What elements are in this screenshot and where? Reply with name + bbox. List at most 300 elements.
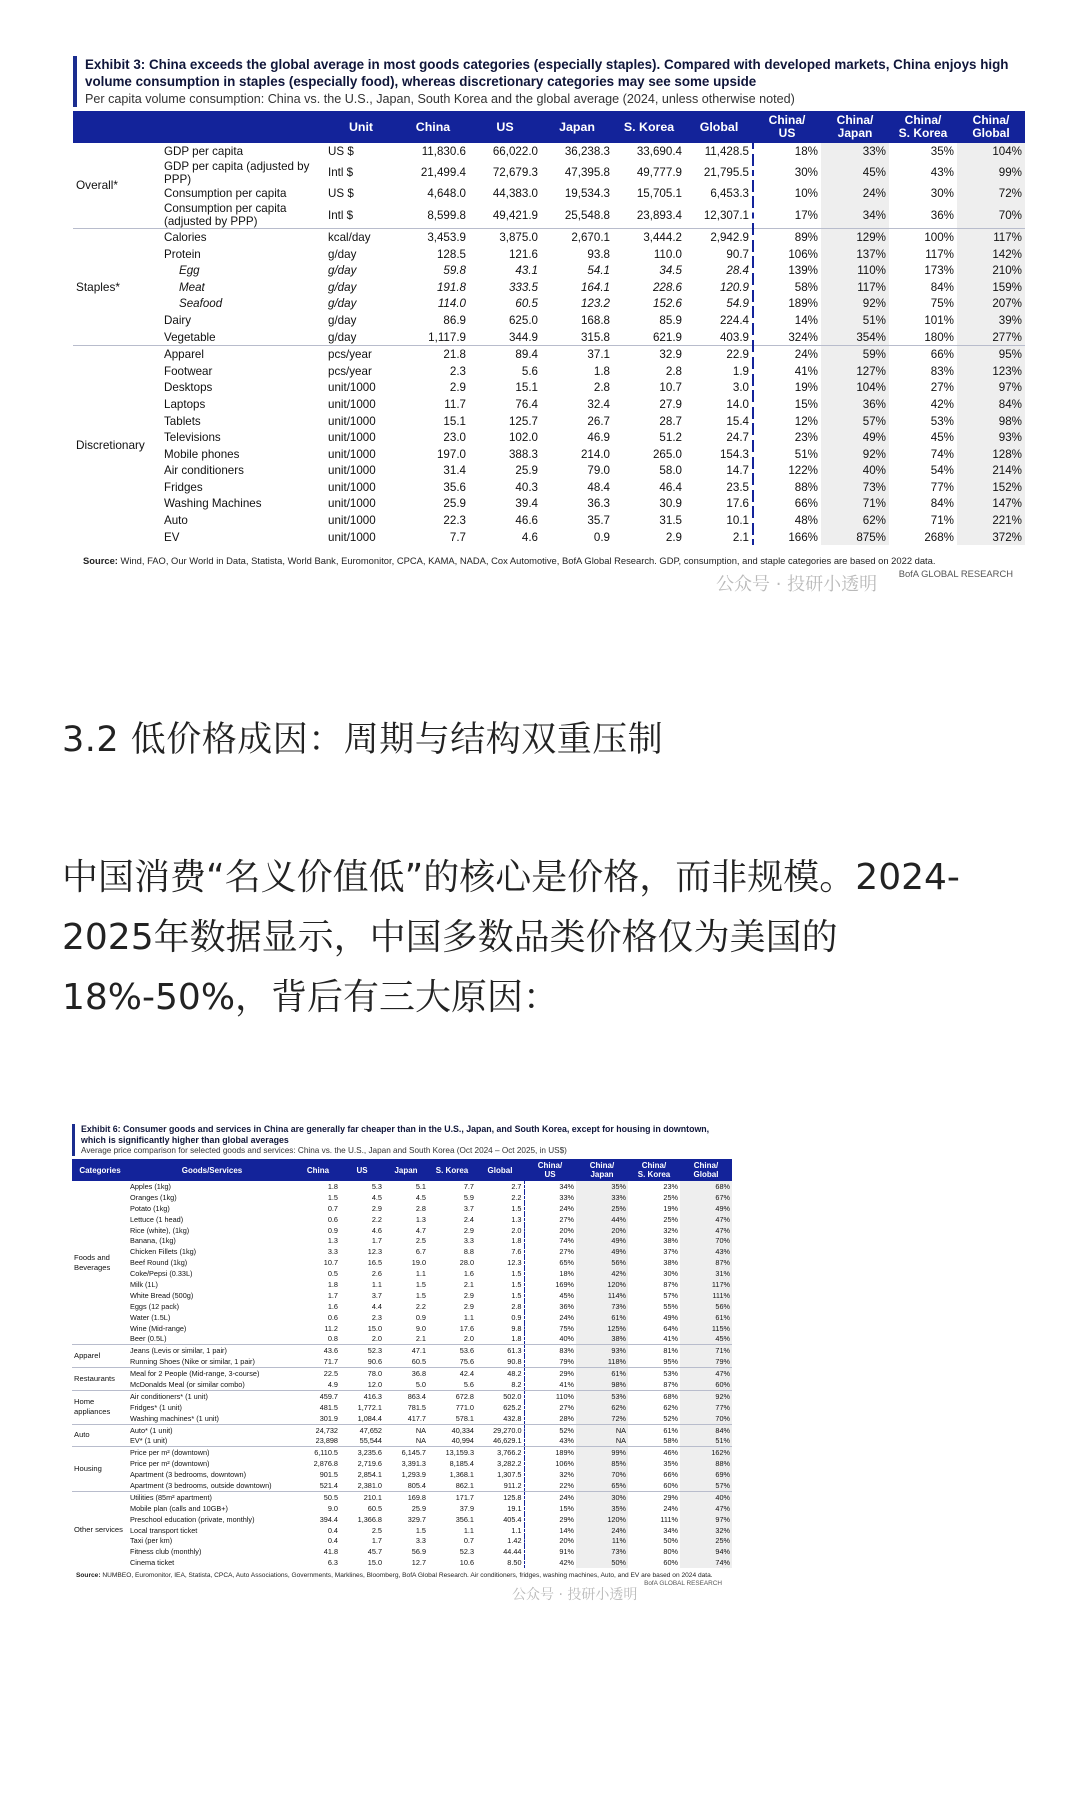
value-cell: 3,875.0 — [469, 229, 541, 246]
ratio-cell: NA — [576, 1424, 628, 1435]
ratio-cell: 36% — [930, 208, 954, 222]
item-label: Meat — [179, 280, 205, 294]
unit-cell: US $ — [328, 187, 354, 201]
value-cell: 1.9 — [685, 363, 753, 380]
ratio-cell: 57% — [663, 1290, 678, 1300]
item-label: Coke/Pepsi (0.33L) — [130, 1269, 193, 1279]
value-cell: 26.7 — [587, 414, 610, 428]
value-cell: 71.7 — [323, 1357, 338, 1367]
value-cell: 46.6 — [515, 514, 538, 528]
value-cell: 21,795.5 — [685, 160, 753, 186]
value-cell: 125.8 — [476, 1491, 524, 1502]
value-cell: 2.9 — [463, 1225, 474, 1235]
ratio-cell: 71% — [680, 1345, 732, 1356]
ratio-cell: 74% — [930, 447, 954, 461]
ratio-cell: 25% — [576, 1203, 628, 1214]
item-label: Utilities (85m² apartment) — [128, 1491, 296, 1502]
value-cell: 31.4 — [443, 464, 466, 478]
table-row — [73, 296, 1025, 313]
ratio-cell: 68% — [680, 1181, 732, 1192]
ratio-cell: 35% — [663, 1459, 678, 1469]
ratio-cell: 91% — [559, 1547, 574, 1557]
watermark: 公众号 · 投研小透明 — [512, 1587, 638, 1603]
table-row — [72, 1368, 732, 1379]
value-cell: 2.2 — [476, 1192, 524, 1203]
ratio-cell: 68% — [628, 1390, 680, 1401]
ratio-cell: 60% — [663, 1558, 678, 1568]
value-cell: 2.2 — [371, 1214, 382, 1224]
value-cell: 8,185.4 — [449, 1459, 474, 1469]
value-cell: 5.6 — [521, 364, 538, 378]
item-label: Potato (1kg) — [130, 1203, 170, 1213]
item-label: Taxi (per km) — [130, 1536, 173, 1546]
value-cell: 3,282.2 — [476, 1458, 524, 1469]
ratio-cell: 42% — [576, 1268, 628, 1279]
column-header: China/ Global — [680, 1159, 732, 1181]
unit-cell: unit/1000 — [328, 447, 376, 461]
column-header: China/ Japan — [576, 1159, 628, 1181]
exhibit-3-header — [73, 56, 1033, 107]
value-cell: 0.9 — [415, 1312, 426, 1322]
ratio-cell: 51% — [794, 447, 818, 461]
value-cell: 33,690.4 — [636, 144, 682, 158]
exhibit-3-title: Exhibit 3: China exceeds the global average in most goods categories (especially staples). Compared with developed markets, China enjoys high volume consumption in staples (especially food), whereas discretionary categories may see some upside — [85, 57, 1009, 89]
value-cell: 10.1 — [685, 512, 753, 529]
value-cell: 22.5 — [296, 1368, 340, 1379]
value-cell: 3.3 — [415, 1536, 426, 1546]
item-label: EV* (1 unit) — [130, 1436, 168, 1446]
value-cell: 0.7 — [463, 1536, 474, 1546]
value-cell: 25.9 — [515, 464, 538, 478]
ratio-cell: 100% — [889, 229, 957, 246]
ratio-cell: 83% — [524, 1345, 576, 1356]
table-row — [72, 1525, 732, 1536]
value-cell: 315.8 — [580, 330, 610, 344]
ratio-cell: 60% — [663, 1480, 678, 1490]
ratio-cell: 29% — [524, 1368, 576, 1379]
column-header: China — [296, 1159, 340, 1181]
value-cell: 2.7 — [476, 1181, 524, 1192]
value-cell: 1.3 — [415, 1214, 426, 1224]
value-cell: 5.9 — [463, 1192, 474, 1202]
ratio-cell: 74% — [680, 1557, 732, 1568]
item-label: Banana, (1kg) — [130, 1236, 176, 1246]
ratio-cell: 20% — [559, 1225, 574, 1235]
column-header: China — [397, 111, 469, 143]
ratio-cell: 87% — [680, 1257, 732, 1268]
ratio-cell: 75% — [559, 1323, 574, 1333]
value-cell: 417.7 — [407, 1413, 426, 1423]
category-label: Housing — [72, 1447, 128, 1492]
value-cell: 4.9 — [327, 1379, 338, 1389]
ratio-cell: 27% — [559, 1402, 574, 1412]
ratio-cell: 87% — [663, 1279, 678, 1289]
item-label: Mobile plan (calls and 10GB+) — [130, 1503, 228, 1513]
ratio-cell: 34% — [663, 1525, 678, 1535]
value-cell: 11,830.6 — [421, 144, 466, 158]
exhibit-3-bofa-credit: BofA GLOBAL RESEARCH — [898, 568, 1013, 580]
value-cell: 1.5 — [415, 1525, 426, 1535]
group-label: Staples* — [73, 229, 161, 346]
value-cell: 14.7 — [685, 463, 753, 480]
ratio-cell: 47% — [680, 1368, 732, 1379]
value-cell: 1,084.4 — [357, 1413, 382, 1423]
value-cell: 0.5 — [327, 1269, 338, 1279]
ratio-cell: 84% — [930, 280, 954, 294]
value-cell: 6.7 — [415, 1247, 426, 1257]
value-cell: 228.6 — [652, 280, 682, 294]
value-cell: 333.5 — [508, 280, 538, 294]
value-cell: 2.5 — [371, 1525, 382, 1535]
value-cell: 2.5 — [415, 1236, 426, 1246]
value-cell: 49,421.9 — [492, 208, 538, 222]
ratio-cell: 24% — [663, 1503, 678, 1513]
exhibit-6-title: Exhibit 6: Consumer goods and services in China are generally far cheaper than in the U.S., Japan, and South Korea, except for housing in downtown, which is significantly higher than global averages — [81, 1124, 710, 1145]
ratio-cell: 88% — [680, 1458, 732, 1469]
ratio-cell: 97% — [680, 1514, 732, 1525]
table-row — [72, 1312, 732, 1323]
column-header — [161, 111, 325, 143]
value-cell: 32.9 — [613, 346, 685, 363]
ratio-cell: 35% — [576, 1503, 628, 1514]
value-cell: 2,670.1 — [541, 229, 613, 246]
unit-cell: g/day — [328, 247, 357, 261]
ratio-cell: 70% — [576, 1469, 628, 1480]
value-cell: 17.6 — [685, 496, 753, 513]
ratio-cell: 25% — [663, 1192, 678, 1202]
ratio-cell: 22% — [559, 1480, 574, 1490]
ratio-cell: 324% — [788, 330, 818, 344]
table-row — [72, 1268, 732, 1279]
ratio-cell: 166% — [788, 530, 818, 544]
value-cell: 621.9 — [652, 330, 682, 344]
table-row — [72, 1257, 732, 1268]
item-label: Washing Machines — [164, 497, 262, 511]
item-label: Televisions — [164, 431, 221, 445]
table-row — [73, 186, 1025, 203]
value-cell: 224.4 — [685, 312, 753, 329]
ratio-cell: 30% — [576, 1491, 628, 1502]
column-header: Goods/Services — [128, 1159, 296, 1181]
value-cell: 60.5 — [367, 1503, 382, 1513]
ratio-cell: 34% — [821, 202, 889, 229]
ratio-cell: 18% — [559, 1269, 574, 1279]
ratio-cell: 104% — [957, 143, 1025, 160]
ratio-cell: 24% — [559, 1203, 574, 1213]
value-cell: 0.9 — [327, 1225, 338, 1235]
column-header: China/ US — [753, 111, 821, 143]
value-cell: 1.1 — [463, 1312, 474, 1322]
unit-cell: g/day — [328, 313, 357, 327]
value-cell: 2.1 — [415, 1334, 426, 1344]
table-row — [72, 1447, 732, 1458]
value-cell: 405.4 — [476, 1514, 524, 1525]
ratio-cell: 142% — [957, 246, 1025, 263]
ratio-cell: 152% — [957, 479, 1025, 496]
value-cell: 781.5 — [407, 1402, 426, 1412]
category-label: Other services — [72, 1491, 128, 1568]
value-cell: 28.7 — [659, 414, 682, 428]
ratio-cell: 49% — [821, 429, 889, 446]
item-label: Footwear — [164, 364, 213, 378]
table-row — [72, 1503, 732, 1514]
ratio-cell: 64% — [663, 1323, 678, 1333]
ratio-cell: 51% — [680, 1435, 732, 1446]
ratio-cell: 20% — [559, 1536, 574, 1546]
value-cell: 102.0 — [508, 431, 538, 445]
value-cell: 85.9 — [659, 313, 682, 327]
table-row — [72, 1290, 732, 1301]
unit-cell: Intl $ — [328, 166, 354, 180]
ratio-cell: 189% — [524, 1447, 576, 1458]
value-cell: 2.9 — [371, 1203, 382, 1213]
unit-cell: g/day — [328, 297, 357, 311]
value-cell: 55,544 — [359, 1436, 382, 1446]
value-cell: 1.8 — [476, 1235, 524, 1246]
ratio-cell: 39% — [957, 312, 1025, 329]
value-cell: 4,648.0 — [427, 187, 466, 201]
value-cell: 15.1 — [515, 381, 538, 395]
ratio-cell: 28% — [559, 1413, 574, 1423]
ratio-cell: 30% — [930, 187, 954, 201]
ratio-cell: 72% — [576, 1413, 628, 1424]
item-label: Water (1.5L) — [130, 1312, 171, 1322]
value-cell: 7.7 — [463, 1181, 474, 1191]
ratio-cell: 122% — [788, 464, 818, 478]
item-label: Wine (Mid-range) — [130, 1323, 187, 1333]
value-cell: 2.8 — [476, 1301, 524, 1312]
table-row — [72, 1192, 732, 1203]
value-cell: 164.1 — [580, 280, 610, 294]
ratio-cell: 32% — [680, 1525, 732, 1536]
item-label: Dairy — [164, 313, 192, 327]
ratio-cell: 33% — [576, 1192, 628, 1203]
value-cell: 8.8 — [463, 1247, 474, 1257]
ratio-cell: 12% — [794, 414, 818, 428]
column-header — [73, 111, 161, 143]
value-cell: 1.3 — [327, 1236, 338, 1246]
item-label: GDP per capita — [164, 144, 244, 158]
ratio-cell: 98% — [576, 1379, 628, 1390]
item-label: Calories — [161, 229, 325, 246]
value-cell: 28.0 — [459, 1258, 474, 1268]
ratio-cell: 11% — [576, 1536, 628, 1547]
table-row — [72, 1379, 732, 1390]
ratio-cell: 49% — [576, 1246, 628, 1257]
value-cell: 58.0 — [659, 464, 682, 478]
value-cell: 4.6 — [521, 530, 538, 544]
ratio-cell: 120% — [576, 1514, 628, 1525]
value-cell: 11.7 — [444, 397, 466, 411]
value-cell: 110.0 — [653, 247, 682, 261]
value-cell: 1.5 — [476, 1203, 524, 1214]
value-cell: 1,117.9 — [428, 330, 466, 344]
value-cell: 8,599.8 — [427, 208, 466, 222]
article-paragraph: 中国消费“名义价值低”的核心是价格，而非规模。2024-2025年数据显示，中国多数品类价格仅为美国的18%-50%，背后有三大原因： — [62, 857, 960, 1018]
ratio-cell: 45% — [821, 160, 889, 186]
ratio-cell: 53% — [628, 1368, 680, 1379]
ratio-cell: 101% — [924, 313, 954, 327]
ratio-cell: 95% — [957, 346, 1025, 363]
ratio-cell: 47% — [680, 1503, 732, 1514]
value-cell: 1,307.5 — [476, 1469, 524, 1480]
value-cell: 52.3 — [340, 1345, 384, 1356]
ratio-cell: 65% — [576, 1480, 628, 1491]
unit-cell: unit/1000 — [328, 497, 376, 511]
value-cell: 89.4 — [469, 346, 541, 363]
ratio-cell: 56% — [680, 1301, 732, 1312]
value-cell: 1.3 — [476, 1214, 524, 1225]
ratio-cell: 88% — [794, 480, 818, 494]
ratio-cell: 77% — [680, 1402, 732, 1413]
table-row — [72, 1424, 732, 1435]
ratio-cell: 57% — [680, 1480, 732, 1491]
ratio-cell: 36% — [559, 1301, 574, 1311]
ratio-cell: 38% — [576, 1333, 628, 1344]
value-cell: 40,994 — [451, 1436, 474, 1446]
ratio-cell: 43% — [930, 166, 954, 180]
exhibit-3-table — [73, 111, 1025, 545]
value-cell: 24,732 — [296, 1424, 340, 1435]
ratio-cell: 92% — [821, 296, 889, 313]
value-cell: 30.9 — [659, 497, 682, 511]
value-cell: 31.5 — [659, 514, 682, 528]
ratio-cell: 85% — [576, 1458, 628, 1469]
value-cell: 22.3 — [443, 514, 466, 528]
value-cell: 5.3 — [371, 1181, 382, 1191]
table-row — [72, 1203, 732, 1214]
ratio-cell: 38% — [663, 1236, 678, 1246]
table-row — [72, 1458, 732, 1469]
ratio-cell: 93% — [576, 1345, 628, 1356]
item-label: Fridges* (1 unit) — [130, 1402, 182, 1412]
ratio-cell: 65% — [559, 1258, 574, 1268]
ratio-cell: 36% — [821, 396, 889, 413]
ratio-cell: 38% — [663, 1258, 678, 1268]
value-cell: 15.0 — [367, 1558, 382, 1568]
ratio-cell: 123% — [957, 363, 1025, 380]
value-cell: 171.7 — [428, 1491, 476, 1502]
value-cell: 2.0 — [476, 1225, 524, 1236]
table-row — [73, 279, 1025, 296]
unit-cell: pcs/year — [328, 364, 372, 378]
item-label: Running Shoes (Nike or similar, 1 pair) — [130, 1357, 255, 1367]
value-cell: 862.1 — [455, 1480, 474, 1490]
ratio-cell: 15% — [559, 1503, 574, 1513]
value-cell: 5.0 — [415, 1379, 426, 1389]
table-row — [72, 1246, 732, 1257]
value-cell: 35.7 — [587, 514, 610, 528]
value-cell: 265.0 — [652, 447, 682, 461]
ratio-cell: 41% — [559, 1379, 574, 1389]
ratio-cell: 66% — [794, 497, 818, 511]
value-cell: 125.7 — [508, 414, 538, 428]
column-header: Global — [476, 1159, 524, 1181]
item-label: Washing machines* (1 unit) — [130, 1413, 219, 1423]
ratio-cell: 875% — [821, 529, 889, 546]
value-cell: 2.1 — [463, 1279, 474, 1289]
ratio-cell: 106% — [555, 1459, 574, 1469]
value-cell: 23,898 — [315, 1436, 338, 1446]
value-cell: 1.5 — [476, 1290, 524, 1301]
value-cell: 329.7 — [407, 1514, 426, 1524]
value-cell: 6,110.5 — [296, 1447, 340, 1458]
table-row — [73, 262, 1025, 279]
unit-cell: unit/1000 — [328, 431, 376, 445]
ratio-cell: 84% — [680, 1424, 732, 1435]
value-cell: 7.7 — [449, 530, 466, 544]
ratio-cell: 14% — [794, 313, 818, 327]
table-row — [73, 229, 1025, 246]
value-cell: 40,334 — [428, 1424, 476, 1435]
table-row — [72, 1557, 732, 1568]
value-cell: 52.3 — [459, 1547, 474, 1557]
value-cell: 1,368.1 — [449, 1470, 474, 1480]
ratio-cell: 139% — [788, 264, 818, 278]
ratio-cell: 94% — [680, 1546, 732, 1557]
table-row — [72, 1491, 732, 1502]
source-text: NUMBEO, Euromonitor, IEA, Statista, CPCA, Auto Associations, Governments, Marklines, Bloomberg, BofA Global Research. Air conditioners, fridges, washing machines, Auto, and EV are based on 2024 data. — [100, 1572, 713, 1580]
ratio-cell: 58% — [663, 1436, 678, 1446]
table-row — [72, 1301, 732, 1312]
value-cell: 114.0 — [437, 297, 466, 311]
item-label: Local transport ticket — [130, 1525, 198, 1535]
column-header: Categories — [72, 1159, 128, 1181]
ratio-cell: 35% — [576, 1181, 628, 1192]
value-cell: 60.5 — [515, 297, 538, 311]
item-label: Apples (1kg) — [130, 1181, 171, 1191]
value-cell: 1,293.9 — [401, 1470, 426, 1480]
value-cell: 2.8 — [415, 1203, 426, 1213]
ratio-cell: 214% — [957, 463, 1025, 480]
unit-cell: unit/1000 — [328, 480, 376, 494]
value-cell: 53.6 — [428, 1345, 476, 1356]
value-cell: 6,145.7 — [384, 1447, 428, 1458]
ratio-cell: 71% — [930, 514, 954, 528]
value-cell: 23.5 — [685, 479, 753, 496]
value-cell: 44,383.0 — [492, 187, 538, 201]
value-cell: 301.9 — [319, 1413, 338, 1423]
ratio-cell: 87% — [663, 1379, 678, 1389]
value-cell: 388.3 — [508, 447, 538, 461]
unit-cell: unit/1000 — [328, 530, 376, 544]
ratio-cell: 56% — [576, 1257, 628, 1268]
item-label: Lettuce (1 head) — [130, 1214, 184, 1224]
ratio-cell: 40% — [680, 1491, 732, 1502]
ratio-cell: 372% — [957, 529, 1025, 546]
ratio-cell: 51% — [821, 312, 889, 329]
value-cell: 44.44 — [476, 1546, 524, 1557]
ratio-cell: 53% — [930, 414, 954, 428]
ratio-cell: 71% — [821, 496, 889, 513]
value-cell: 344.9 — [508, 330, 538, 344]
ratio-cell: 210% — [957, 262, 1025, 279]
column-header: China/ S. Korea — [889, 111, 957, 143]
column-header: Global — [685, 111, 753, 143]
item-label: Seafood — [179, 297, 223, 311]
source-label: Source: — [76, 1572, 101, 1580]
value-cell: 93.8 — [587, 247, 610, 261]
value-cell: 66,022.0 — [492, 144, 538, 158]
value-cell: 2.8 — [665, 364, 682, 378]
ratio-cell: 18% — [794, 144, 818, 158]
ratio-cell: 62% — [663, 1402, 678, 1412]
value-cell: 35.6 — [443, 480, 466, 494]
value-cell: 48.2 — [476, 1368, 524, 1379]
value-cell: 1.5 — [476, 1268, 524, 1279]
value-cell: 48.4 — [587, 480, 610, 494]
ratio-cell: 50% — [576, 1557, 628, 1568]
